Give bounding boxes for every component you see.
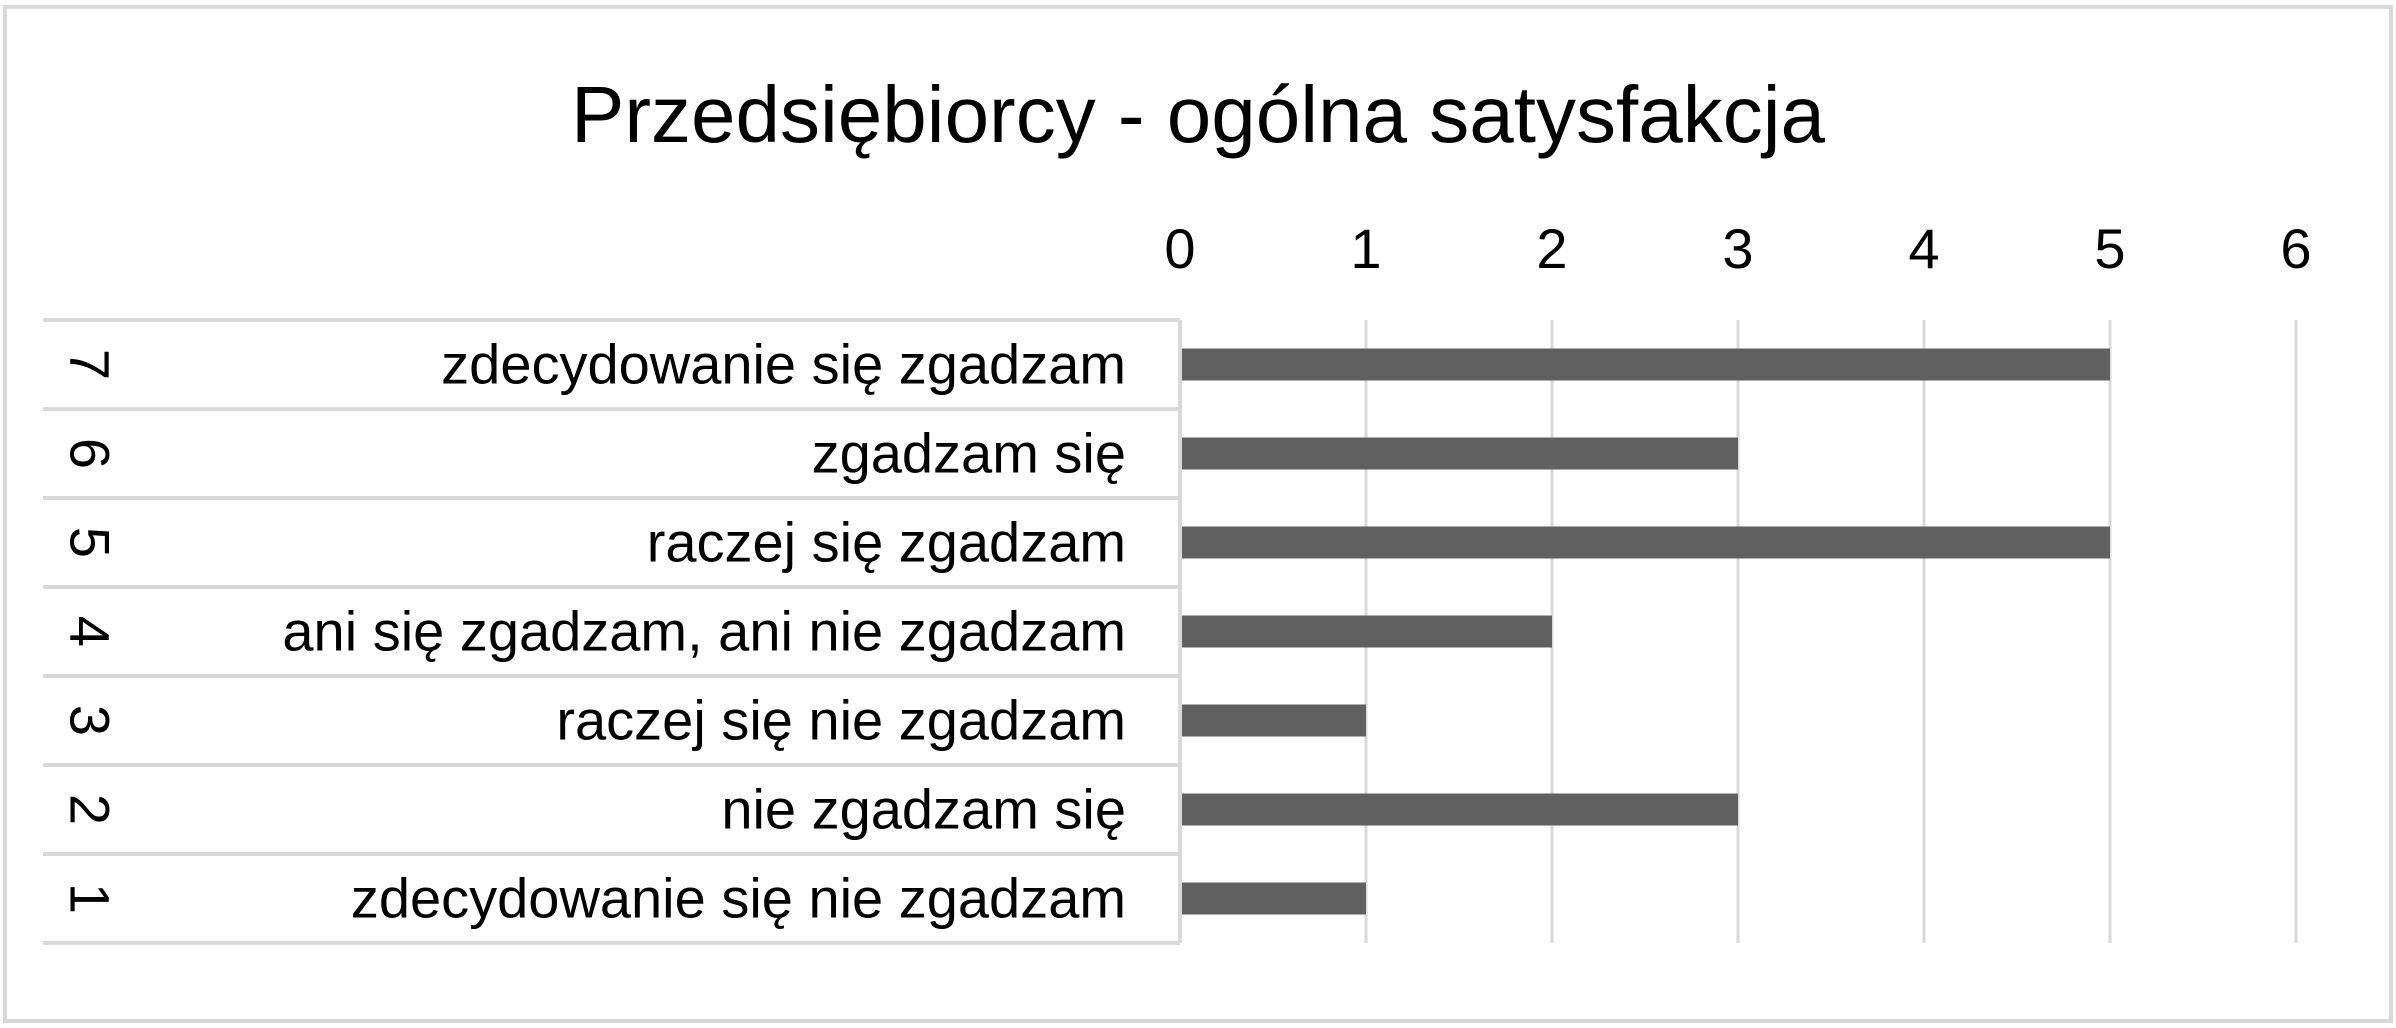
- bar-3: [1180, 705, 1366, 737]
- category-label-3: raczej się nie zgadzam: [556, 688, 1126, 752]
- x-tick-label-5: 5: [2094, 217, 2126, 280]
- bar-1: [1180, 883, 1366, 915]
- category-code-3: 3: [58, 704, 122, 737]
- x-tick-label-4: 4: [1908, 217, 1940, 280]
- bar-5: [1180, 527, 2110, 559]
- bar-7: [1180, 349, 2110, 381]
- chart-title: Przedsiębiorcy - ogólna satysfakcja: [571, 70, 1825, 159]
- category-code-7: 7: [58, 348, 122, 381]
- bar-6: [1180, 438, 1738, 470]
- x-tick-label-3: 3: [1722, 217, 1754, 280]
- category-code-5: 5: [58, 526, 122, 559]
- category-code-1: 1: [58, 882, 122, 915]
- category-label-2: nie zgadzam się: [721, 777, 1126, 841]
- category-label-5: raczej się zgadzam: [646, 510, 1126, 574]
- category-code-6: 6: [58, 437, 122, 470]
- category-label-7: zdecydowanie się zgadzam: [441, 332, 1126, 396]
- x-tick-label-1: 1: [1350, 217, 1382, 280]
- bar-4: [1180, 616, 1552, 648]
- bar-2: [1180, 794, 1738, 826]
- category-label-6: zgadzam się: [811, 421, 1126, 485]
- category-code-4: 4: [58, 615, 122, 648]
- category-label-4: ani się zgadzam, ani nie zgadzam: [282, 599, 1126, 663]
- x-tick-label-2: 2: [1536, 217, 1568, 280]
- category-code-2: 2: [58, 793, 122, 826]
- category-label-1: zdecydowanie się nie zgadzam: [350, 866, 1126, 930]
- x-tick-label-0: 0: [1164, 217, 1196, 280]
- x-tick-label-6: 6: [2280, 217, 2312, 280]
